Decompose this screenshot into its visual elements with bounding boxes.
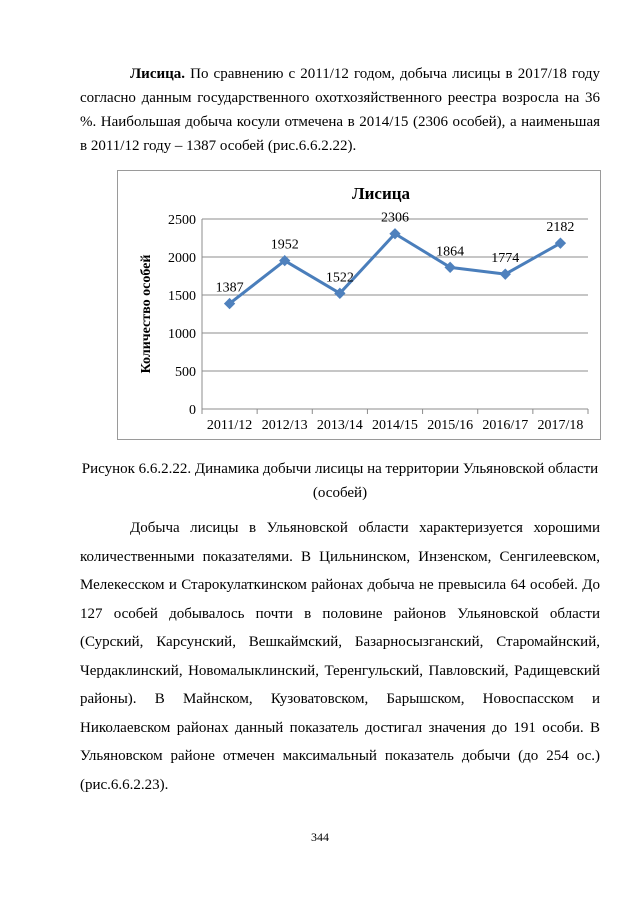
data-label: 2182	[546, 220, 575, 236]
data-label: 1774	[491, 251, 520, 267]
page-number: 344	[311, 830, 329, 844]
intro-paragraph	[80, 62, 600, 158]
data-label: 1864	[436, 244, 465, 260]
intro-lead: Лисица.	[130, 66, 186, 82]
y-tick-label: 1500	[168, 289, 196, 304]
x-tick-label: 2014/15	[372, 418, 418, 433]
y-tick-label: 2000	[168, 251, 196, 266]
figure-caption: Рисунок 6.6.2.22. Динамика добычи лисицы на территории Ульяновской области (особей)	[81, 461, 599, 501]
chart-title: Лисица	[351, 184, 411, 203]
x-tick-label: 2011/12	[206, 418, 253, 433]
x-tick-label: 2017/18	[537, 418, 584, 433]
y-tick-label: 0	[189, 403, 196, 418]
data-label: 1522	[325, 270, 354, 286]
x-tick-label: 2016/17	[482, 418, 529, 433]
fox-harvest-chart	[117, 170, 601, 440]
x-tick-label: 2013/14	[316, 418, 363, 433]
y-tick-label: 500	[175, 365, 196, 380]
data-point	[500, 269, 511, 280]
y-axis-label: Количество особей	[139, 254, 154, 374]
chart-canvas	[118, 171, 600, 439]
y-tick-label: 1000	[168, 327, 196, 342]
data-label: 1387	[215, 280, 244, 296]
data-label: 2306	[381, 210, 409, 226]
intro-text: По сравнению с 2011/12 годом, добыча лисицы в 2017/18 году согласно данным государственного охотхозяйственного реестра возросла на 36 %. Наибольшая добыча косули отмечена в 2014/15 (2306 особей), а наименьшая в 2011/12 году – 1387 особей (рис.6.6.2.22).	[80, 66, 600, 154]
data-point	[555, 238, 566, 249]
x-tick-label: 2012/13	[261, 418, 308, 433]
data-label: 1952	[270, 237, 299, 253]
y-tick-label: 2500	[168, 213, 196, 228]
x-tick-label: 2015/16	[427, 418, 474, 433]
body-paragraph: Добыча лисицы в Ульяновской области характеризуется хорошими количественными показателями. В Цильнинском, Инзенском, Сенгилеевском, Мелекесском и Старокулаткинском районах добыча не превысила 64 особей. До 127 особей добывалось почти в половине районов Ульяновской области (Сурский, Карсунский, Вешкаймский, Базарносызганский, Старомайнский, Чердаклинский, Новомалыклинский, Теренгульский, Павловский, Радищевский районы). В Майнском, Кузоватовском, Барышском, Новоспасском и Николаевском районах данный показатель достигал значения до 191 особи. В Ульяновском районе отмечен максимальный показатель добычи (до 254 ос.) (рис.6.6.2.23).	[80, 520, 600, 793]
